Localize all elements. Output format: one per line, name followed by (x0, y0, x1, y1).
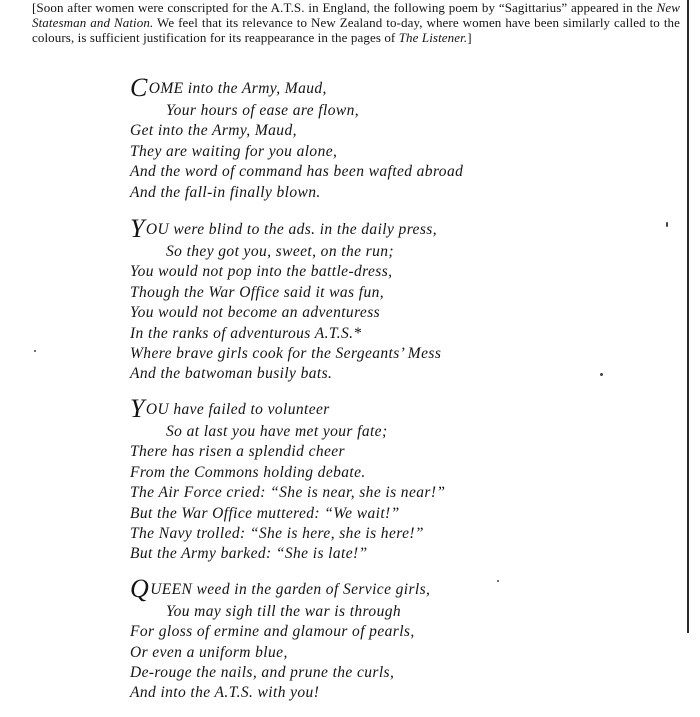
poem-line: And the batwoman busily bats. (130, 365, 333, 383)
stanza-3 (130, 393, 650, 565)
poem-line: For gloss of ermine and glamour of pearls, (130, 623, 415, 641)
drop-cap: Q (130, 573, 150, 603)
intro-text-a: [Soon after women were conscripted for the A.T.S. in England, the following poem by “Sagittarius” appeared in the (32, 0, 657, 15)
print-speck (600, 373, 603, 376)
stanza-2 (130, 216, 650, 385)
drop-cap: Y (130, 393, 145, 423)
poem-line: Where brave girls cook for the Sergeants’ Mess (130, 345, 442, 363)
intro-text-b: We feel that its relevance to New Zealand to-day, where women have been similarly called to the colours, is sufficient justification for its reappearance in the pages of (32, 15, 680, 45)
poem-line: COME into the Army, Maud, (130, 73, 327, 102)
poem (130, 75, 650, 717)
poem-line: There has risen a splendid cheer (130, 443, 345, 461)
poem-line: You would not become an adventuress (130, 304, 381, 322)
poem-line: So at last you have met your fate; (166, 422, 388, 440)
poem-line: Though the War Office said it was fun, (130, 283, 385, 301)
column-rule (687, 0, 689, 633)
poem-line: In the ranks of adventurous A.T.S.* (130, 324, 362, 342)
poem-line: The Navy trolled: “She is here, she is here!” (130, 524, 424, 542)
poem-line: You would not pop into the battle-dress, (130, 263, 393, 281)
poem-line: And into the A.T.S. with you! (130, 684, 320, 702)
poem-line: And the word of command has been wafted abroad (130, 163, 464, 181)
poem-line: And the fall-in finally blown. (130, 183, 321, 201)
stanza-1 (130, 75, 650, 203)
poem-line: But the War Office muttered: “We wait!” (130, 504, 400, 522)
intro-listener-name: The Listener. (398, 30, 468, 45)
poem-line: YOU have failed to volunteer (130, 393, 330, 423)
print-speck (666, 222, 668, 227)
intro-text-c: ] (467, 30, 472, 45)
stanza-4 (130, 573, 650, 704)
poem-line: Your hours of ease are flown, (166, 102, 360, 119)
poem-line: They are waiting for you alone, (130, 142, 338, 160)
poem-line: YOU were blind to the ads. in the daily press, (130, 214, 437, 244)
poem-line: But the Army barked: “She is late!” (130, 545, 368, 563)
poem-line: The Air Force cried: “She is near, she is near!” (130, 484, 446, 502)
editorial-note (32, 0, 680, 45)
print-speck (34, 350, 36, 352)
poem-line: Or even a uniform blue, (130, 643, 288, 661)
print-speck (497, 580, 499, 582)
drop-cap: C (130, 73, 148, 102)
poem-line: So they got you, sweet, on the run; (166, 243, 394, 261)
poem-line: QUEEN weed in the garden of Service girls, (130, 573, 431, 603)
intro-publication-name: New Statesman and Nation. (32, 0, 680, 30)
poem-line: De-rouge the nails, and prune the curls, (130, 663, 395, 681)
poem-line: Get into the Army, Maud, (130, 122, 297, 140)
poem-line: From the Commons holding debate. (130, 463, 366, 481)
poem-line: You may sigh till the war is through (166, 602, 402, 620)
drop-cap: Y (130, 214, 145, 244)
